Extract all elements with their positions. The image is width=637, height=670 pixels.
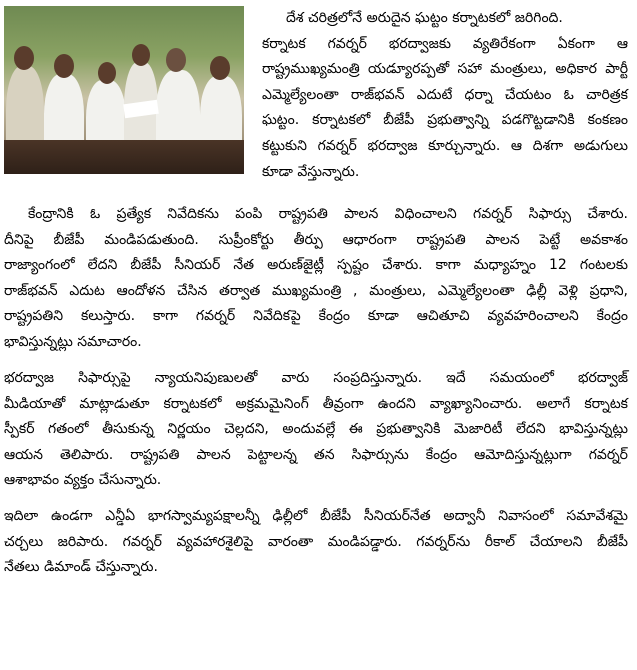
text-line: స్పీకర్ గతంలో తీసుకున్న నిర్ణయం చెల్లదని, అందువల్లే ఈ ప్రభుత్వానికి మెజారిటీ లేదని భావిస్తున్నట్లు [4,421,628,438]
text-line: కేంద్రానికి ఓ ప్రత్యేక నివేదికను పంపి రాష్ట్రపతి పాలన విధించాలని గవర్నర్ సిఫార్సు చేశారు. [28,206,628,222]
text-line: దేశ చరిత్రలోనే అరుదైన ఘట్టం కర్నాటకలో జరిగింది. [286,10,563,26]
text-line: రాజ్‌భవన్ ఎదుట ఆందోళన చేసిన తర్వాత ముఖ్యమంత్రి , మంత్రులు, ఎమ్మెల్యేలంతా ఢిల్లీ వెళ్లి ప్రధాని, [4,282,628,299]
text-line: ఆయన తెలిపారు. రాష్ట్రపతి పాలన పెట్టాలన్న తన సిఫార్సును కేంద్రం ఆమోదిస్తున్నట్లుగా గవర్నర్ [4,446,628,463]
intro-paragraph [262,6,628,185]
text-line: ఘట్టం. కర్నాటకలో బీజేపీ ప్రభుత్వాన్ని పడగొట్టడానికి కంకణం [262,112,628,129]
person-head [166,48,186,72]
text-line: నేతలు డిమాండ్ చేస్తున్నారు. [4,559,158,576]
person-head [98,62,116,84]
text-line: మీడియాతో మాట్లాడుతూ కర్నాటకలో అక్రమమైనింగ్ తీవ్రంగా ఉందని వ్యాఖ్యానించారు. అలాగే కర్నాటక [4,395,628,412]
text-line: ఆశాభావం వ్యక్తం చేసున్నారు. [4,472,162,489]
desk [4,140,244,174]
text-line: చర్చలు జరిపారు. గవర్నర్ వ్యవహారశైలిపై వారంతా మండిపడ్డారు. గవర్నర్‌ను రీకాల్ చేయాలని బీజేపీ [4,533,628,550]
person-head [54,54,74,78]
news-photo [4,6,244,174]
text-line: కర్నాటక గవర్నర్ భరద్వాజకు వ్యతిరేకంగా ఏకంగా ఆ [262,35,628,52]
person-head [14,46,34,70]
text-line: భరద్వాజ సిఫార్సుపై న్యాయనిపుణులతో వారు సంప్రదిస్తున్నారు. ఇదే సమయంలో భరద్వాజ్ [4,370,628,386]
text-line: ఎమ్మెల్యేలంతా రాజ్‌భవన్ ఎదుటే ధర్నా చేయటం ఓ చారిత్రక [262,86,628,103]
person-head [210,56,230,80]
text-line: ఇదిలా ఉండగా ఎన్డీఏ భాగస్వామ్యపక్షాలన్నీ ఢిల్లీలో బీజేపీ సీనియర్‌నేత అద్వానీ నివాసంలో సమావేశమై [4,508,628,524]
person-head [132,44,150,66]
text-line: రాష్ట్రముఖ్యమంత్రి యడ్యూరప్పతో సహా మంత్రులు, అధికార పార్టీ [262,61,628,78]
paragraph-3 [4,366,628,494]
paragraph-4 [4,504,628,581]
text-line: దీనిపై బీజేపీ మండిపడుతుంది. సుప్రీంకోర్టు తీర్పు ఆధారంగా రాష్ట్రపతి పాలన పెట్టే అవకాశం [4,231,628,248]
text-line: భావిస్తున్నట్లు సమాచారం. [4,333,142,350]
paragraph-2 [4,202,628,356]
text-line: రాష్ట్రపతిని కలుస్తారు. కాగా గవర్నర్ నివేదికపై కేంద్రం కూడా ఆచితూచి వ్యవహరించాలని కేంద్రం [4,308,628,325]
text-line: కూడా వేస్తున్నారు. [262,163,360,180]
text-line: రాజ్యాంగంలో లేదని బీజేపీ సీనియర్ నేత అరుణ్‌జైట్లీ స్పష్టం చేశారు. కాగా మధ్యాహ్నం 12 గంటలకు [4,257,628,274]
text-line: కట్టుకుని గవర్నర్ భరద్వాజ కూర్చున్నారు. ఆ దిశగా అడుగులు [262,137,628,154]
